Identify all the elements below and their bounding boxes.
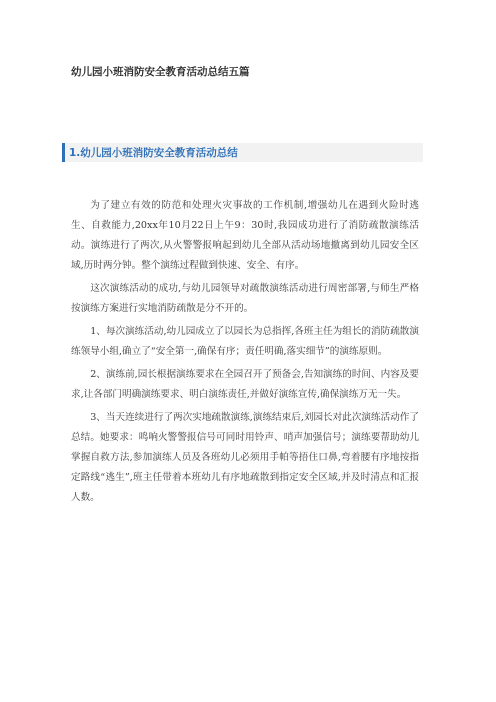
- paragraph-2: 这次演练活动的成功,与幼儿园领导对疏散演练活动进行周密部署,与师生严格按演练方案进行实地消防疏散是分不开的。: [71, 283, 419, 314]
- paragraph-4: 2、演练前,园长根据演练要求在全园召开了预备会,告知演练的时间、内容及要求,让各部门明确演练要求、明白演练责任,并做好演练宣传,确保演练万无一失。: [71, 369, 419, 400]
- section-header: [62, 143, 423, 162]
- paragraph-3: 1、每次演练活动,幼儿园成立了以园长为总指挥,各班主任为组长的消防疏散演练领导小组,确立了“安全第一,确保有序；责任明确,落实细节”的演练原则。: [71, 326, 419, 357]
- paragraph-5: 3、当天连续进行了两次实地疏散演练,演练结束后,刘园长对此次演练活动作了总结。她要求：鸣响火警警报信号可同时用铃声、哨声加强信号；演练要帮助幼儿掌握自救方法,参加演练人员及各班幼儿必须用手帕等捂住口鼻,弯着腰有序地按指定路线“逃生”,班主任带着本班幼儿有序地疏散到指定安全区域,并及时清点和汇报人数。: [71, 412, 419, 503]
- body-text: [71, 196, 419, 511]
- section-title: 1.幼儿园小班消防安全教育活动总结: [69, 147, 238, 159]
- paragraph-1: 为了建立有效的防范和处理火灾事故的工作机制,增强幼儿在遇到火险时逃生、自救能力,20xx年10月22日上午9：30时,我园成功进行了消防疏散演练活动。演练进行了两次,从火警警报响起到幼儿全部从活动场地撤离到幼儿园安全区域,历时两分钟。整个演练过程做到快速、安全、有序。: [71, 200, 419, 271]
- document-title: 幼儿园小班消防安全教育活动总结五篇: [71, 66, 250, 78]
